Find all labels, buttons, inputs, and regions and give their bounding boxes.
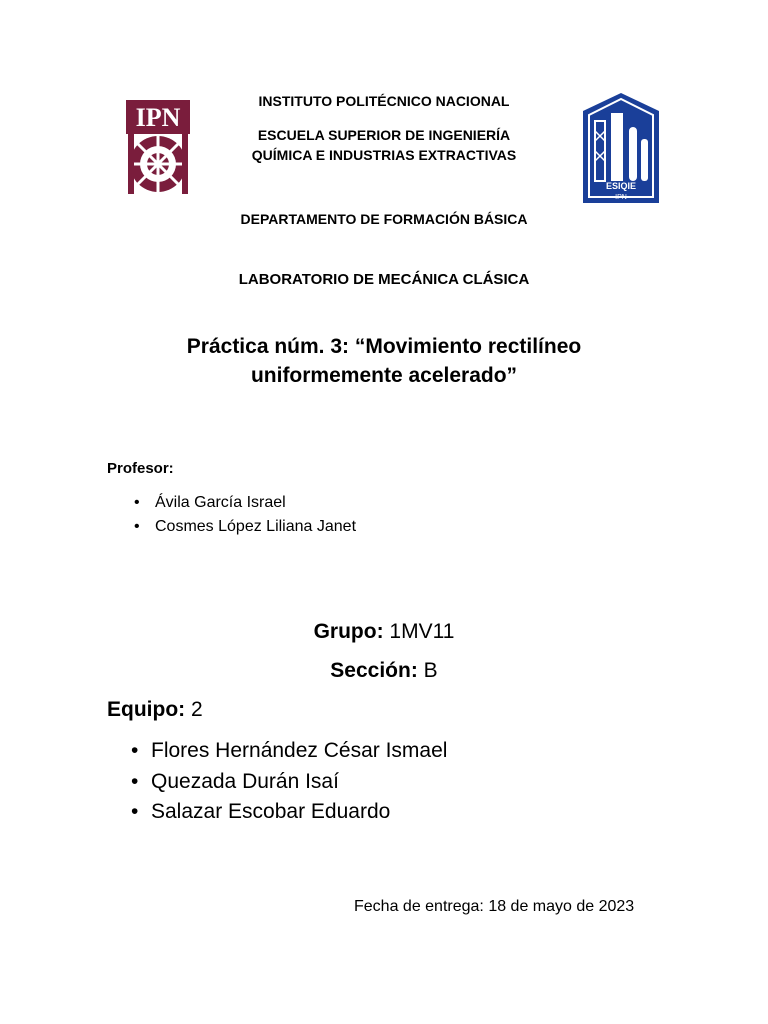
group-value: 1MV11 (389, 620, 455, 643)
list-item: • Flores Hernández César Ismael (107, 736, 447, 767)
list-item: • Ávila García Israel (107, 491, 356, 515)
professor-list (107, 491, 356, 539)
department-name: DEPARTAMENTO DE FORMACIÓN BÁSICA (240, 211, 528, 227)
svg-text:IPN: IPN (615, 194, 627, 201)
group-label: Grupo: (313, 620, 384, 643)
list-item: • Quezada Durán Isaí (107, 767, 447, 798)
lab-name: LABORATORIO DE MECÁNICA CLÁSICA (238, 271, 530, 288)
group-line (0, 620, 768, 644)
practice-title-line1: Práctica núm. 3: “Movimiento rectilíneo (186, 335, 582, 358)
section-value: B (423, 659, 438, 682)
svg-text:IPN: IPN (135, 103, 181, 132)
practice-title-line2: uniformemente acelerado” (250, 364, 518, 387)
list-item: • Salazar Escobar Eduardo (107, 797, 447, 828)
section-label: Sección: (330, 659, 418, 682)
team-line (107, 698, 203, 722)
team-value: 2 (191, 698, 203, 721)
institute-name: INSTITUTO POLITÉCNICO NACIONAL (258, 93, 510, 109)
delivery-date: Fecha de entrega: 18 de mayo de 2023 (354, 898, 635, 915)
team-label: Equipo: (107, 698, 186, 721)
school-name-line1: ESCUELA SUPERIOR DE INGENIERÍA (257, 127, 511, 143)
team-member-list (107, 736, 447, 828)
section-line (0, 659, 768, 683)
professor-label: Profesor: (107, 460, 174, 477)
svg-text:ESIQIE: ESIQIE (605, 181, 637, 191)
school-name-line2: QUÍMICA E INDUSTRIAS EXTRACTIVAS (251, 147, 517, 163)
list-item: • Cosmes López Liliana Janet (107, 515, 356, 539)
